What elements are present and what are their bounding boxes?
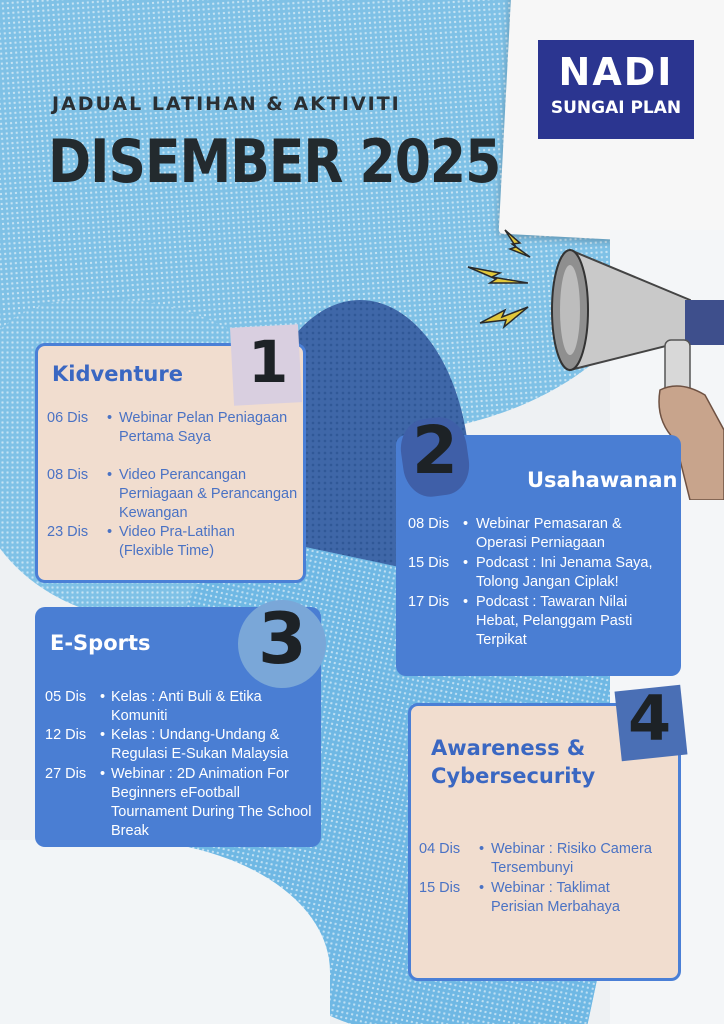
list-item: 15 Dis • Webinar : Taklimat Perisian Merbahaya	[419, 880, 620, 915]
list-item: 05 Dis • Kelas : Anti Buli & Etika Komuniti	[45, 689, 262, 724]
list-item: 27 Dis • Webinar : 2D Animation For Beginners eFootball Tournament During The School Break	[45, 766, 312, 839]
list-item: 08 Dis • Webinar Pemasaran & Operasi Perniagaan	[408, 516, 622, 551]
logo-line1: NADI	[558, 50, 674, 94]
section-title: E-Sports	[50, 631, 151, 655]
list-item: 12 Dis • Kelas : Undang-Undang & Regulasi E-Sukan Malaysia	[45, 727, 289, 762]
section-number: 1	[248, 328, 289, 396]
page-subtitle: JADUAL LATIHAN & AKTIVITI	[52, 93, 401, 115]
page-title: DISEMBER 2025	[48, 128, 501, 197]
section-title-line2: Cybersecurity	[431, 764, 596, 788]
nadi-logo	[538, 40, 694, 139]
section-title: Usahawanan	[527, 468, 678, 492]
lightning-icon	[460, 225, 540, 340]
logo-line2: SUNGAI PLAN	[550, 98, 682, 118]
section-number: 2	[412, 412, 458, 489]
section-number: 4	[628, 682, 672, 755]
section-title-line1: Awareness &	[431, 736, 586, 760]
section-title: Kidventure	[52, 362, 183, 386]
list-item: 17 Dis • Podcast : Tawaran Nilai Hebat, Pelanggam Pasti Terpikat	[408, 594, 633, 648]
list-item: 15 Dis • Podcast : Ini Jenama Saya, Tolong Jangan Ciplak!	[408, 555, 653, 590]
section-number: 3	[258, 598, 307, 680]
list-item: 23 Dis • Video Pra-Latihan (Flexible Time)	[47, 524, 235, 559]
list-item: 04 Dis • Webinar : Risiko Camera Tersembunyi	[419, 841, 652, 876]
list-item: 08 Dis • Video Perancangan Perniagaan & Perancangan Kewangan	[47, 467, 298, 521]
list-item: 06 Dis • Webinar Pelan Peniagaan Pertama Saya	[47, 410, 288, 445]
